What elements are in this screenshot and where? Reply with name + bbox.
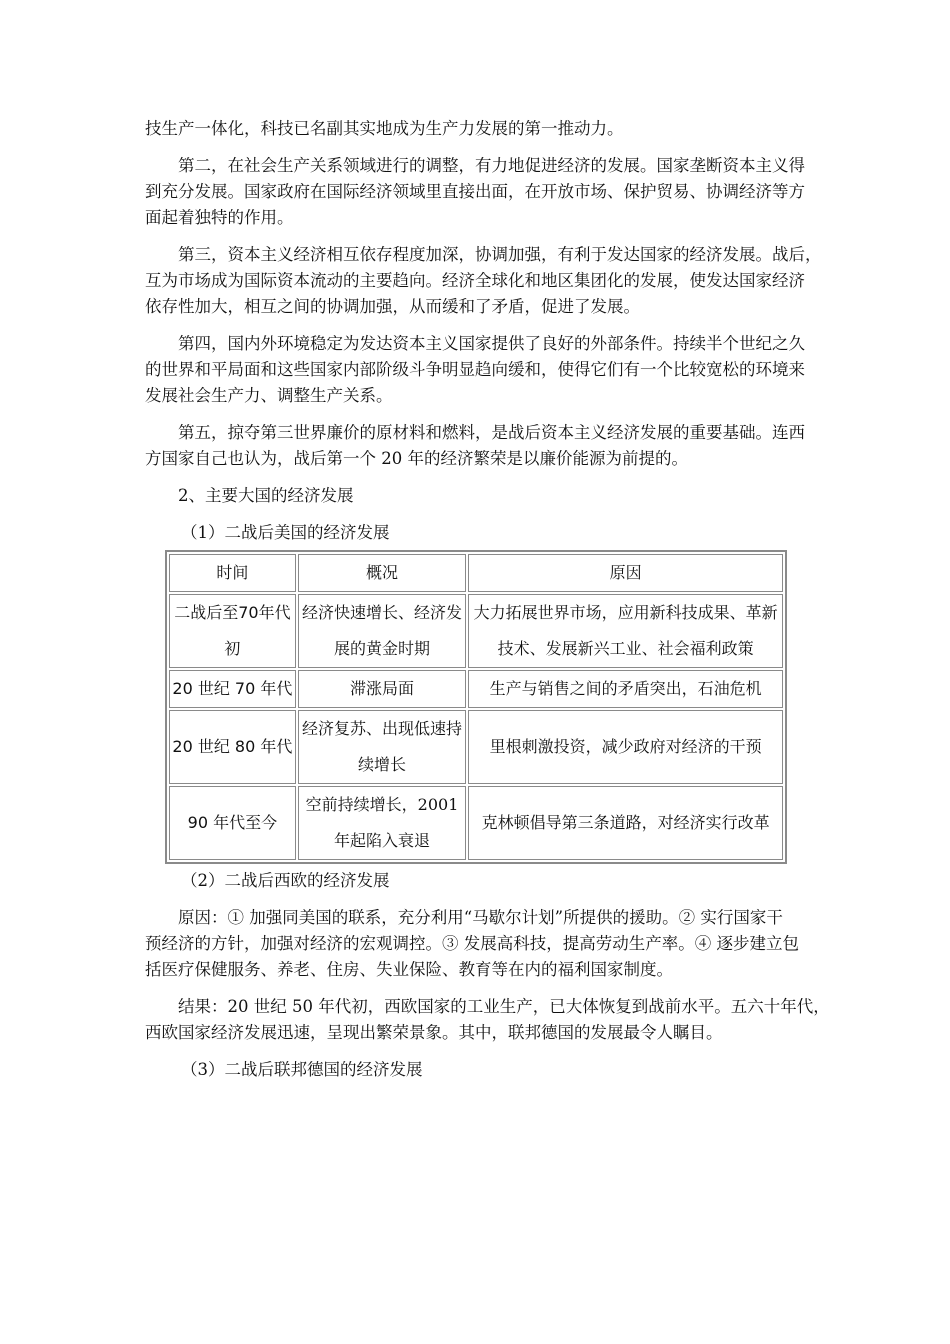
text-line: 发展社会生产力、调整生产关系。 [145, 386, 393, 405]
text-line: 依存性加大，相互之间的协调加强，从而缓和了矛盾，促进了发展。 [145, 297, 640, 316]
cell-line: 初 [224, 639, 241, 658]
table-row [169, 786, 783, 860]
cell-line: 技术、发展新兴工业、社会福利政策 [497, 639, 754, 658]
cell-reason [468, 670, 783, 708]
text-line: 结果：20 世纪 50 年代初，西欧国家的工业生产，已大体恢复到战前水平。五六十年代， [178, 997, 830, 1016]
text-line: 原因：① 加强同美国的联系，充分利用“马歇尔计划”所提供的援助。② 实行国家干 [178, 908, 783, 927]
cell-line: 克林顿倡导第三条道路，对经济实行改革 [481, 813, 770, 832]
us-economy-table [165, 550, 787, 864]
cell-line: 20 世纪 80 年代 [172, 737, 293, 756]
cell-time [169, 670, 296, 708]
cell-reason [468, 594, 783, 668]
paragraph-continuation [145, 116, 810, 142]
paragraph-europe-reasons [145, 905, 810, 983]
cell-line: 20 世纪 70 年代 [172, 679, 293, 698]
cell-overview [298, 670, 467, 708]
paragraph-fourth-reason [145, 331, 810, 409]
cell-overview [298, 710, 467, 784]
text-line: 互为市场成为国际资本流动的主要趋向。经济全球化和地区集团化的发展，使发达国家经济 [145, 271, 805, 290]
cell-line: 生产与销售之间的矛盾突出，石油危机 [489, 679, 762, 698]
cell-overview [298, 786, 467, 860]
cell-line: 90 年代至今 [187, 813, 278, 832]
cell-line: 里根刺激投资，减少政府对经济的干预 [489, 737, 762, 756]
text-line: 方国家自己也认为，战后第一个 20 年的经济繁荣是以廉价能源为前提的。 [145, 449, 688, 468]
text-line: 第五，掠夺第三世界廉价的原材料和燃料，是战后资本主义经济发展的重要基础。连西 [178, 423, 805, 442]
cell-line: 经济快速增长、经济发 [302, 603, 463, 622]
table-header-row [169, 554, 783, 592]
subsection-heading-western-europe [145, 868, 810, 894]
header-overview: 概况 [298, 554, 467, 592]
text-line: 到充分发展。国家政府在国际经济领域里直接出面，在开放市场、保护贸易、协调经济等方 [145, 182, 805, 201]
text-line: 第三，资本主义经济相互依存程度加深，协调加强，有利于发达国家的经济发展。战后， [178, 245, 822, 264]
cell-time [169, 710, 296, 784]
paragraph-second-reason [145, 153, 810, 231]
cell-reason [468, 710, 783, 784]
cell-line: 滞涨局面 [350, 679, 415, 698]
heading-text: （2）二战后西欧的经济发展 [181, 871, 390, 890]
text-line: 技生产一体化，科技已名副其实地成为生产力发展的第一推动力。 [145, 119, 624, 138]
heading-text: 2、主要大国的经济发展 [178, 486, 354, 505]
cell-line: 二战后至70年代 [174, 603, 291, 622]
section-heading-major-powers [145, 483, 810, 509]
subsection-heading-west-germany [145, 1057, 810, 1083]
header-time: 时间 [169, 554, 296, 592]
text-line: 预经济的方针，加强对经济的宏观调控。③ 发展高科技，提高劳动生产率。④ 逐步建立包 [145, 934, 799, 953]
subsection-heading-us [145, 520, 810, 546]
document-page [145, 116, 830, 1083]
text-line: 西欧国家经济发展迅速，呈现出繁荣景象。其中，联邦德国的发展最令人瞩目。 [145, 1023, 723, 1042]
cell-line: 经济复苏、出现低速持 [302, 719, 463, 738]
cell-line: 大力拓展世界市场，应用新科技成果、革新 [473, 603, 778, 622]
paragraph-fifth-reason [145, 420, 810, 472]
cell-line: 展的黄金时期 [334, 639, 431, 658]
cell-reason [468, 786, 783, 860]
paragraph-third-reason [145, 242, 822, 320]
cell-line: 空前持续增长，2001 [305, 795, 459, 814]
cell-line: 续增长 [358, 755, 407, 774]
text-line: 第二，在社会生产关系领域进行的调整，有力地促进经济的发展。国家垄断资本主义得 [178, 156, 805, 175]
text-line: 第四，国内外环境稳定为发达资本主义国家提供了良好的外部条件。持续半个世纪之久 [178, 334, 805, 353]
header-reason: 原因 [468, 554, 783, 592]
text-line: 括医疗保健服务、养老、住房、失业保险、教育等在内的福利国家制度。 [145, 960, 673, 979]
text-line: 的世界和平局面和这些国家内部阶级斗争明显趋向缓和，使得它们有一个比较宽松的环境来 [145, 360, 805, 379]
table-row [169, 670, 783, 708]
heading-text: （1）二战后美国的经济发展 [181, 523, 390, 542]
paragraph-europe-results [145, 994, 830, 1046]
text-line: 面起着独特的作用。 [145, 208, 294, 227]
table-row [169, 594, 783, 668]
cell-line: 年起陷入衰退 [334, 831, 431, 850]
cell-time [169, 786, 296, 860]
table-row [169, 710, 783, 784]
cell-overview [298, 594, 467, 668]
heading-text: （3）二战后联邦德国的经济发展 [181, 1060, 423, 1079]
cell-time [169, 594, 296, 668]
